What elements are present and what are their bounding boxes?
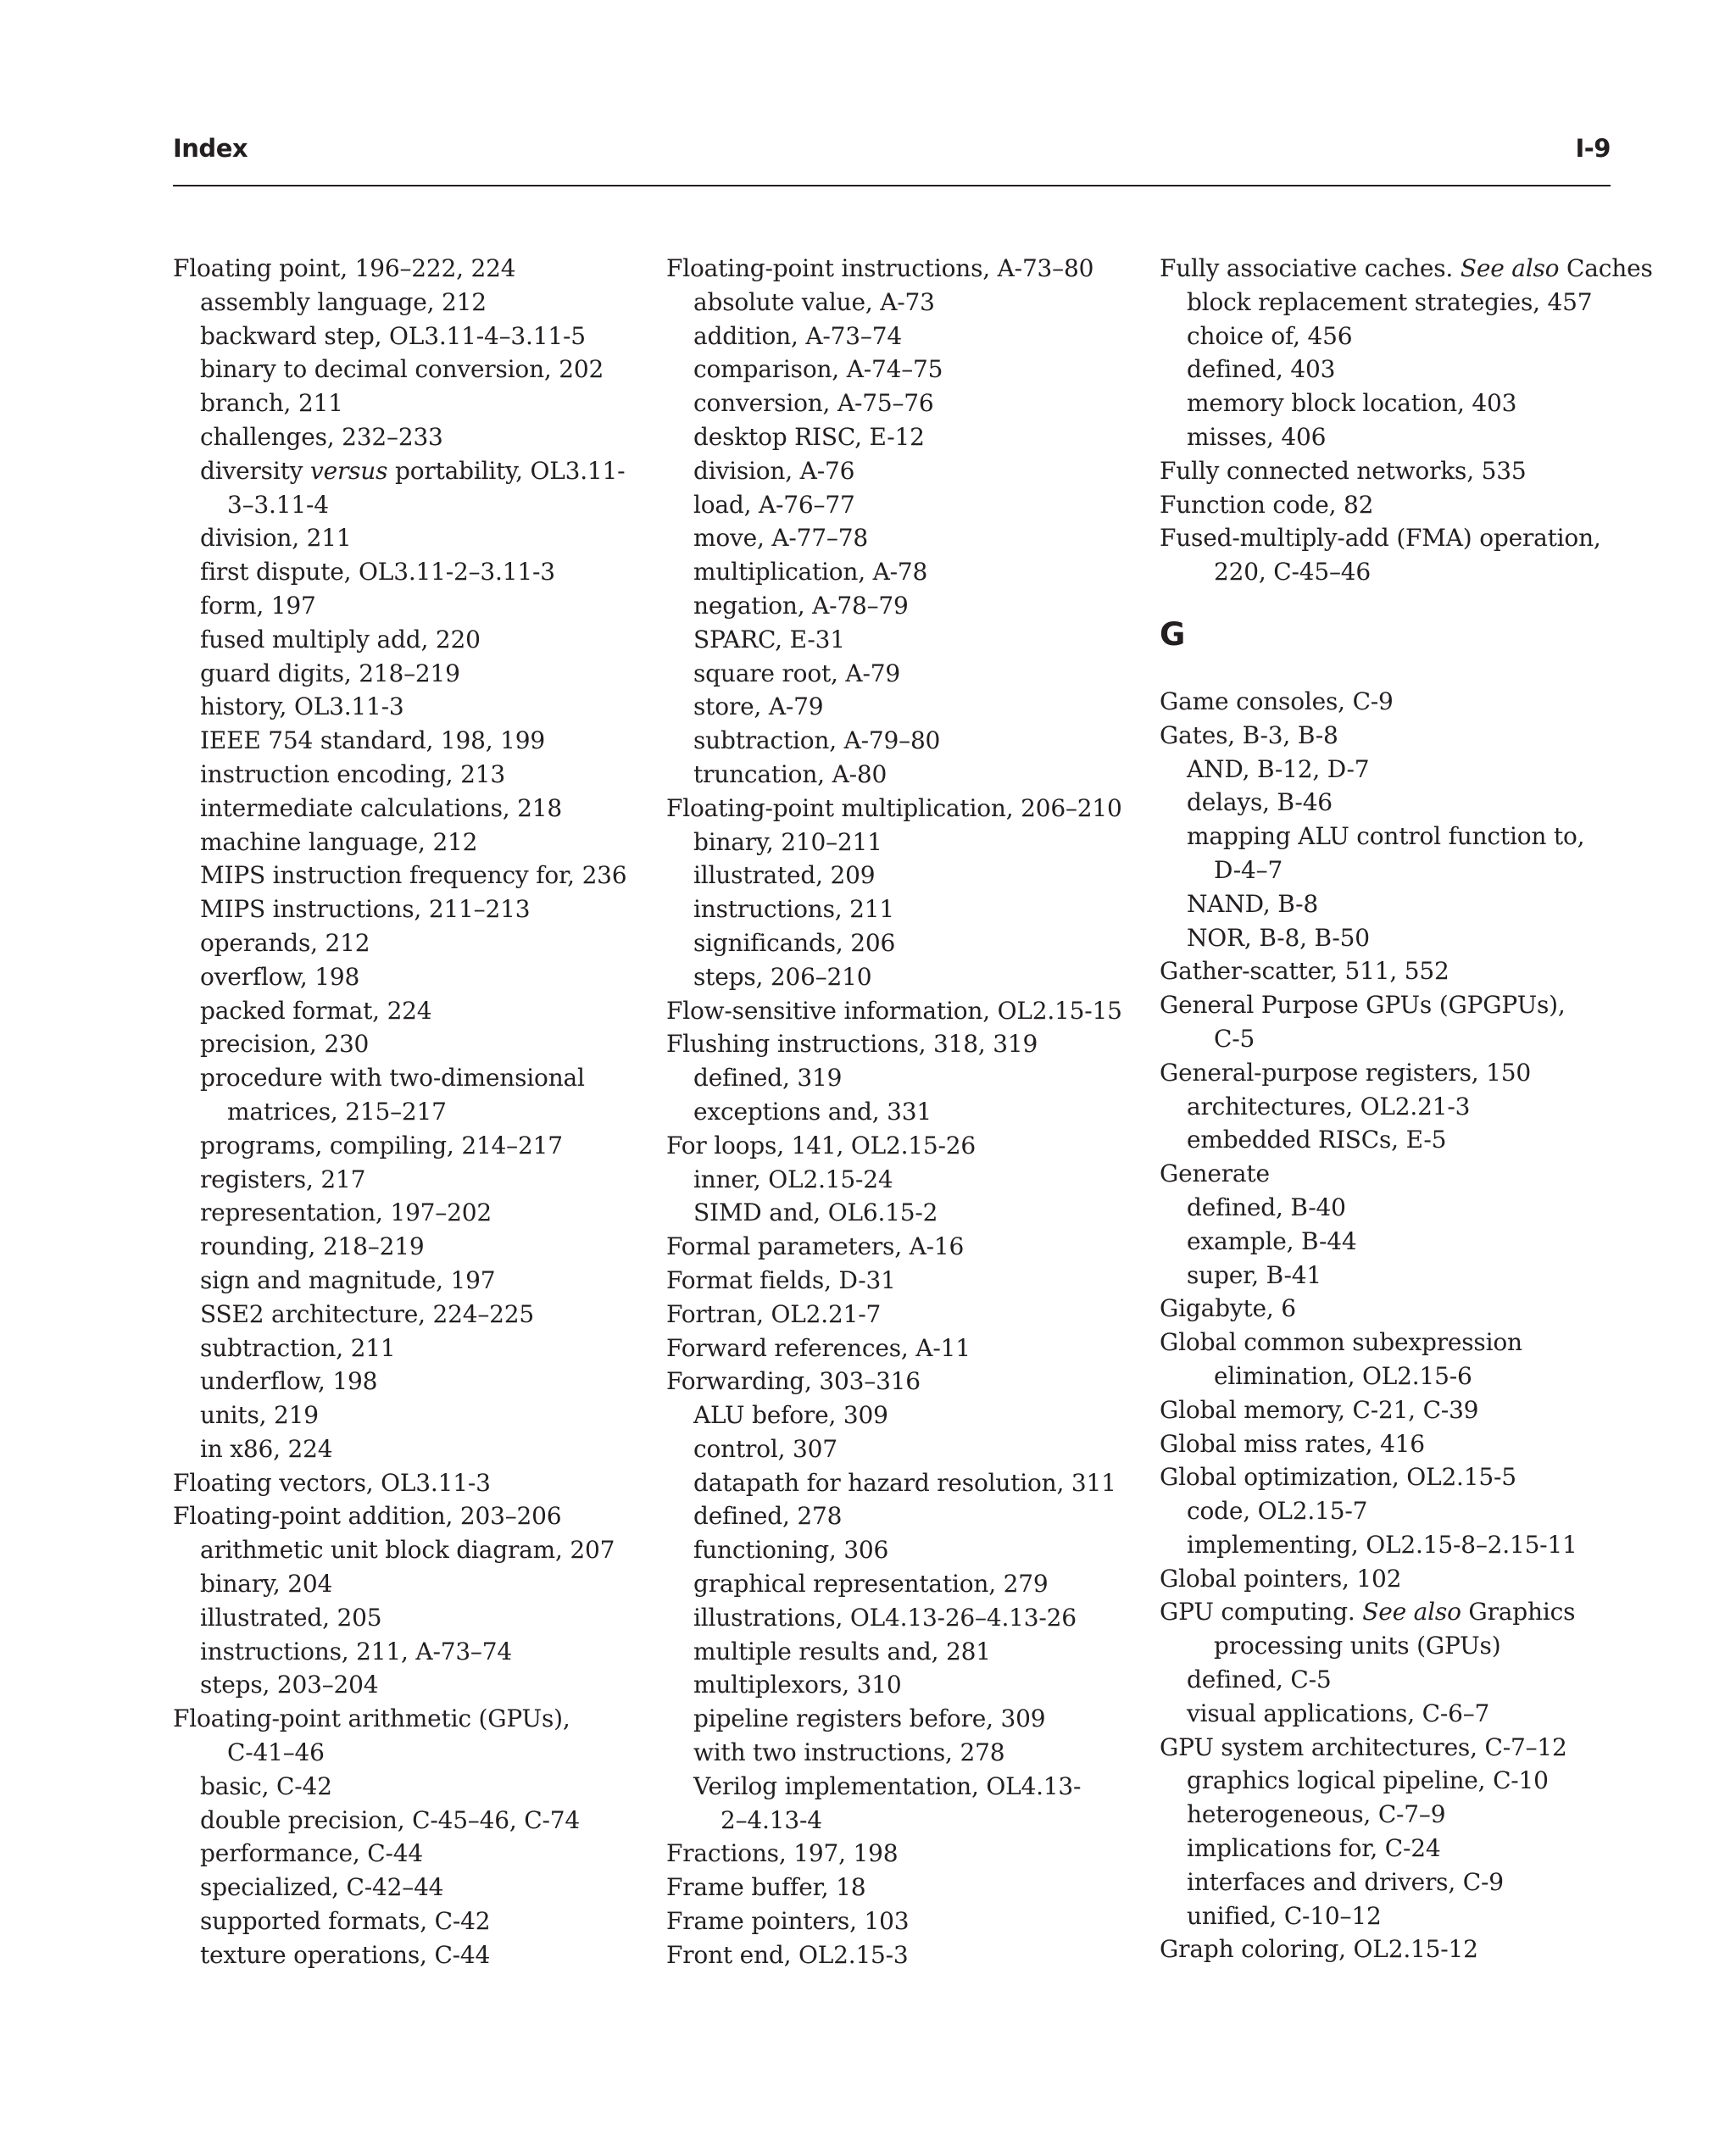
index-subentry: arithmetic unit block diagram, 207 xyxy=(200,1536,615,1565)
index-entry: Graph coloring, OL2.15-12 xyxy=(1160,1935,1478,1964)
index-subentry: truncation, A-80 xyxy=(693,759,887,788)
entry-italic-text: See also xyxy=(1460,254,1560,282)
entry-text: Caches xyxy=(1559,254,1653,282)
index-entry: Fractions, 197, 198 xyxy=(666,1839,899,1868)
index-entry: Global pointers, 102 xyxy=(1160,1564,1402,1593)
index-entry-continuation: C-41–46 xyxy=(227,1738,325,1767)
index-subentry: NAND, B-8 xyxy=(1187,889,1319,918)
index-subentry: binary, 204 xyxy=(200,1570,333,1599)
index-column-3 xyxy=(1160,252,1653,1966)
index-subentry: IEEE 754 standard, 198, 199 xyxy=(200,726,545,755)
index-subentry: functioning, 306 xyxy=(693,1536,889,1565)
index-subentry: rounding, 218–219 xyxy=(200,1232,425,1261)
index-subentry: datapath for hazard resolution, 311 xyxy=(693,1468,1116,1497)
index-subentry: units, 219 xyxy=(200,1401,319,1430)
index-subentry: implementing, OL2.15-8–2.15-11 xyxy=(1187,1530,1577,1559)
index-subentry: store, A-79 xyxy=(693,692,824,721)
index-entry: Gigabyte, 6 xyxy=(1160,1294,1296,1323)
index-subentry: specialized, C-42–44 xyxy=(200,1873,444,1902)
index-subentry: significands, 206 xyxy=(693,928,896,957)
index-subentry: memory block location, 403 xyxy=(1187,389,1517,418)
index-subentry: division, 211 xyxy=(200,524,352,553)
index-subentry: choice of, 456 xyxy=(1187,321,1353,350)
index-entry-continuation: processing units (GPUs) xyxy=(1214,1632,1501,1660)
index-entry: General Purpose GPUs (GPGPUs), xyxy=(1160,991,1566,1020)
index-column-2 xyxy=(666,252,1141,1972)
index-subentry: form, 197 xyxy=(200,591,316,620)
index-subentry: defined, C-5 xyxy=(1187,1666,1332,1694)
index-subentry: in x86, 224 xyxy=(200,1434,333,1463)
index-subentry: code, OL2.15-7 xyxy=(1187,1497,1368,1526)
index-subentry: comparison, A-74–75 xyxy=(693,355,943,384)
index-subentry: example, B-44 xyxy=(1187,1226,1357,1255)
index-subentry: guard digits, 218–219 xyxy=(200,659,460,687)
index-subentry: illustrated, 205 xyxy=(200,1603,382,1632)
index-entry xyxy=(1160,1595,1634,1629)
index-subentry: performance, C-44 xyxy=(200,1839,423,1868)
index-entry: Fully connected networks, 535 xyxy=(1160,456,1527,485)
index-subentry: defined, 403 xyxy=(1187,355,1336,384)
index-entry: Floating point, 196–222, 224 xyxy=(173,254,516,282)
index-subentry: first dispute, OL3.11-2–3.11-3 xyxy=(200,558,555,587)
index-subentry: steps, 203–204 xyxy=(200,1671,379,1699)
index-subentry: intermediate calculations, 218 xyxy=(200,793,563,822)
index-subentry: block replacement strategies, 457 xyxy=(1187,287,1593,316)
index-subentry: texture operations, C-44 xyxy=(200,1940,491,1969)
index-subentry: embedded RISCs, E-5 xyxy=(1187,1126,1447,1154)
index-subentry: programs, compiling, 214–217 xyxy=(200,1131,563,1159)
entry-text: Graphics xyxy=(1461,1598,1576,1627)
index-subentry: SPARC, E-31 xyxy=(693,625,845,653)
index-entry: Forward references, A-11 xyxy=(666,1333,971,1362)
index-subentry: SIMD and, OL6.15-2 xyxy=(693,1198,938,1227)
index-entry: Generate xyxy=(1160,1159,1270,1188)
index-subentry: history, OL3.11-3 xyxy=(200,692,404,721)
index-subentry: steps, 206–210 xyxy=(693,962,872,991)
index-subentry: delays, B-46 xyxy=(1187,788,1333,817)
index-subentry: load, A-76–77 xyxy=(693,490,855,519)
index-entry-continuation: C-5 xyxy=(1214,1024,1255,1053)
index-subentry: AND, B-12, D-7 xyxy=(1187,754,1370,783)
index-entry: Frame buffer, 18 xyxy=(666,1873,866,1902)
index-entry: Floating-point instructions, A-73–80 xyxy=(666,254,1094,282)
index-subentry: registers, 217 xyxy=(200,1165,366,1193)
index-entry-continuation: D-4–7 xyxy=(1214,855,1283,884)
index-subentry: representation, 197–202 xyxy=(200,1198,492,1227)
index-entry: Game consoles, C-9 xyxy=(1160,687,1394,715)
index-subentry: multiplexors, 310 xyxy=(693,1671,902,1699)
index-subentry: backward step, OL3.11-4–3.11-5 xyxy=(200,321,586,350)
index-entry: Floating vectors, OL3.11-3 xyxy=(173,1468,491,1497)
index-subentry: absolute value, A-73 xyxy=(693,287,935,316)
index-subentry: conversion, A-75–76 xyxy=(693,389,934,418)
index-entry: Fortran, OL2.21-7 xyxy=(666,1299,882,1328)
index-subentry: illustrated, 209 xyxy=(693,861,876,890)
index-entry: Front end, OL2.15-3 xyxy=(666,1940,909,1969)
index-subentry: branch, 211 xyxy=(200,389,343,418)
index-subentry: multiple results and, 281 xyxy=(693,1637,991,1666)
running-header xyxy=(173,129,1611,186)
index-subentry: instructions, 211, A-73–74 xyxy=(200,1637,512,1666)
index-subentry: mapping ALU control function to, xyxy=(1187,822,1585,851)
index-subentry: defined, 278 xyxy=(693,1502,843,1531)
index-subentry: square root, A-79 xyxy=(693,659,900,687)
index-subentry: multiplication, A-78 xyxy=(693,558,928,587)
index-subentry: division, A-76 xyxy=(693,456,855,485)
index-subentry: architectures, OL2.21-3 xyxy=(1187,1092,1471,1121)
index-subentry: inner, OL2.15-24 xyxy=(693,1165,893,1193)
index-entry: Frame pointers, 103 xyxy=(666,1907,910,1936)
index-subentry: negation, A-78–79 xyxy=(693,591,909,620)
index-subentry: pipeline registers before, 309 xyxy=(693,1704,1046,1733)
index-subentry: unified, C-10–12 xyxy=(1187,1901,1382,1930)
index-subentry: binary, 210–211 xyxy=(693,827,882,856)
index-subentry: with two instructions, 278 xyxy=(693,1738,1005,1767)
index-entry: For loops, 141, OL2.15-26 xyxy=(666,1131,976,1159)
index-subentry: double precision, C-45–46, C-74 xyxy=(200,1805,580,1834)
index-entry: Gates, B-3, B-8 xyxy=(1160,720,1338,749)
index-subentry: move, A-77–78 xyxy=(693,524,868,553)
index-entry: Global miss rates, 416 xyxy=(1160,1429,1425,1458)
header-section-title: Index xyxy=(173,134,248,163)
index-entry: Format fields, D-31 xyxy=(666,1265,896,1294)
index-entry: Floating-point multiplication, 206–210 xyxy=(666,793,1122,822)
index-entry-continuation: 2–4.13-4 xyxy=(721,1805,822,1834)
index-entry: Flow-sensitive information, OL2.15-15 xyxy=(666,996,1122,1025)
index-column-1 xyxy=(173,252,648,1972)
index-entry: Formal parameters, A-16 xyxy=(666,1232,965,1261)
index-subentry: misses, 406 xyxy=(1187,422,1327,451)
index-entry: Fused-multiply-add (FMA) operation, xyxy=(1160,524,1601,553)
entry-italic-text: See also xyxy=(1362,1598,1461,1627)
index-subentry: basic, C-42 xyxy=(200,1771,332,1800)
index-entry: Global common subexpression xyxy=(1160,1328,1522,1357)
index-subentry: exceptions and, 331 xyxy=(693,1097,932,1126)
index-subentry: MIPS instructions, 211–213 xyxy=(200,895,531,924)
index-subentry: heterogeneous, C-7–9 xyxy=(1187,1800,1446,1829)
index-subentry: packed format, 224 xyxy=(200,996,432,1025)
index-subentry: illustrations, OL4.13-26–4.13-26 xyxy=(693,1603,1077,1632)
index-subentry: super, B-41 xyxy=(1187,1260,1321,1289)
index-entry xyxy=(1160,252,1653,286)
entry-text: portability, OL3.11- xyxy=(387,456,626,485)
index-subentry: machine language, 212 xyxy=(200,827,478,856)
index-subentry: instruction encoding, 213 xyxy=(200,759,505,788)
index-subentry: Verilog implementation, OL4.13- xyxy=(693,1771,1082,1800)
index-subentry: operands, 212 xyxy=(200,928,370,957)
index-entry: Global memory, C-21, C-39 xyxy=(1160,1395,1479,1424)
index-entry-continuation: 3–3.11-4 xyxy=(227,490,329,519)
index-subentry: instructions, 211 xyxy=(693,895,895,924)
index-entry: Floating-point arithmetic (GPUs), xyxy=(173,1704,570,1733)
index-entry: General-purpose registers, 150 xyxy=(1160,1058,1532,1087)
entry-italic-text: versus xyxy=(309,456,388,485)
index-subentry: visual applications, C-6–7 xyxy=(1187,1699,1490,1727)
index-subentry: fused multiply add, 220 xyxy=(200,625,481,653)
index-entry: Gather-scatter, 511, 552 xyxy=(1160,957,1449,986)
index-subentry: sign and magnitude, 197 xyxy=(200,1265,496,1294)
index-subentry: desktop RISC, E-12 xyxy=(693,422,925,451)
index-subentry: underflow, 198 xyxy=(200,1367,378,1396)
index-subentry xyxy=(173,454,648,488)
index-subentry: NOR, B-8, B-50 xyxy=(1187,923,1370,952)
index-subentry: implications for, C-24 xyxy=(1187,1834,1441,1863)
index-subentry: overflow, 198 xyxy=(200,962,360,991)
entry-text: GPU computing. xyxy=(1160,1598,1363,1627)
index-subentry: assembly language, 212 xyxy=(200,287,487,316)
index-subentry: precision, 230 xyxy=(200,1030,370,1059)
index-subentry: MIPS instruction frequency for, 236 xyxy=(200,861,627,890)
index-subentry: binary to decimal conversion, 202 xyxy=(200,355,604,384)
index-subentry: control, 307 xyxy=(693,1434,837,1463)
index-subentry: defined, 319 xyxy=(693,1064,843,1093)
index-subentry: graphical representation, 279 xyxy=(693,1570,1049,1599)
index-entry-continuation: matrices, 215–217 xyxy=(227,1097,447,1126)
entry-text: Fully associative caches. xyxy=(1160,254,1461,282)
index-subentry: subtraction, A-79–80 xyxy=(693,726,941,755)
index-entry-continuation: 220, C-45–46 xyxy=(1214,558,1371,587)
index-entry: GPU system architectures, C-7–12 xyxy=(1160,1732,1567,1761)
index-subentry: interfaces and drivers, C-9 xyxy=(1187,1867,1504,1896)
index-subentry: defined, B-40 xyxy=(1187,1193,1346,1221)
index-subentry: challenges, 232–233 xyxy=(200,422,443,451)
index-subentry: SSE2 architecture, 224–225 xyxy=(200,1299,535,1328)
index-entry-continuation: elimination, OL2.15-6 xyxy=(1214,1361,1472,1390)
section-letter-heading: G xyxy=(1160,615,1186,653)
index-entry: Floating-point addition, 203–206 xyxy=(173,1502,562,1531)
index-subentry: subtraction, 211 xyxy=(200,1333,396,1362)
index-subentry: ALU before, 309 xyxy=(693,1401,888,1430)
index-entry: Function code, 82 xyxy=(1160,490,1374,519)
index-subentry: addition, A-73–74 xyxy=(693,321,902,350)
index-subentry: supported formats, C-42 xyxy=(200,1907,491,1936)
index-subentry: procedure with two-dimensional xyxy=(200,1064,585,1093)
index-entry: Forwarding, 303–316 xyxy=(666,1367,921,1396)
index-entry: Global optimization, OL2.15-5 xyxy=(1160,1463,1516,1492)
entry-text: diversity xyxy=(200,456,310,485)
index-subentry: graphics logical pipeline, C-10 xyxy=(1187,1766,1549,1795)
index-entry: Flushing instructions, 318, 319 xyxy=(666,1030,1038,1059)
header-page-number: I-9 xyxy=(1575,134,1611,163)
